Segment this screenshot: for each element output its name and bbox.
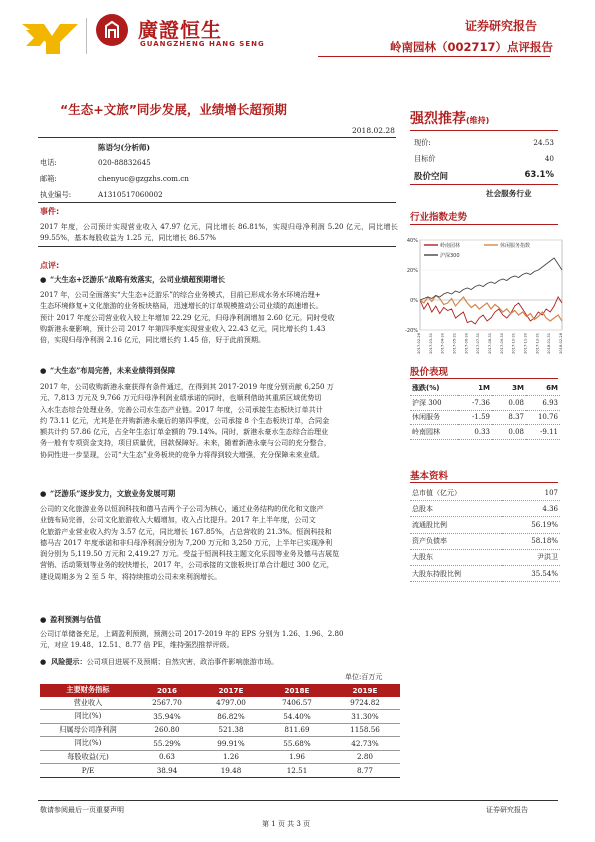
x-tick-label: 2018-02-28	[559, 333, 563, 354]
x-tick-label: 2017-08-31	[488, 333, 492, 354]
table-cell: 0.33	[458, 425, 492, 440]
basic-info-table	[410, 485, 560, 582]
table-row	[410, 533, 560, 549]
row-label: 休闲服务	[410, 410, 458, 425]
fin-header-cell: 主要财务指标	[40, 684, 136, 697]
table-cell: 9724.82	[350, 698, 380, 708]
table-cell: 1.26	[222, 752, 239, 762]
table-cell: 99.91%	[217, 738, 245, 748]
table-cell: 31.30%	[351, 711, 379, 721]
report-date: 2018.02.28	[352, 126, 395, 135]
legend-label: 休闲服务指数	[500, 242, 531, 249]
row-label: 岭南园林	[410, 425, 458, 440]
analyst-rule	[38, 202, 396, 203]
page-number: 第 1 页 共 3 页	[262, 820, 311, 828]
table-cell: 86.82%	[217, 711, 245, 721]
table-cell: 35.94%	[153, 711, 181, 721]
table-row	[410, 549, 560, 565]
bullet-heading-4: ● 盈利预测与估值	[40, 615, 102, 624]
fin-header-cell: 2017E	[198, 684, 264, 697]
x-tick-label: 2017-10-31	[511, 333, 516, 354]
row-label: 资产负债率	[410, 533, 502, 549]
table-cell: 0.63	[158, 752, 175, 762]
row-label: P/E	[81, 765, 95, 775]
perf-header-cell: 3M	[492, 381, 526, 395]
table-cell: 260.80	[154, 725, 180, 735]
table-cell: 2567.70	[152, 698, 182, 708]
table-cell: 4797.00	[216, 698, 246, 708]
perf-header-cell: 涨跌(%)	[410, 381, 458, 395]
row-label: 营业收入	[73, 697, 103, 707]
table-cell: 56.19%	[502, 517, 560, 533]
table-cell: 尹洪卫	[502, 549, 560, 565]
y-tick-label: 40%	[406, 238, 418, 244]
fin-header-cell: 2016	[136, 684, 198, 697]
table-row	[40, 737, 400, 751]
table-cell: 7406.57	[282, 698, 312, 708]
email-value[interactable]: chenyuc@gzgzhs.com.cn	[98, 174, 189, 183]
table-row	[40, 723, 400, 737]
risk-line: ● 风险提示：公司项目进展不及预期；自然灾害，政治事件影响旅游市场。	[40, 657, 279, 666]
table-row	[410, 485, 560, 501]
x-tick-label: 2018-01-31	[547, 333, 552, 354]
x-tick-label: 2017-02-28	[417, 333, 421, 354]
table-cell: 0.08	[492, 425, 526, 440]
table-cell: -7.36	[458, 395, 492, 410]
table-cell: 8.77	[356, 765, 373, 775]
disclaimer-note[interactable]: 敬请参阅最后一页重要声明	[40, 806, 124, 814]
rating-label: 强烈推荐(维持)	[410, 111, 490, 127]
y-tick-label: 20%	[406, 268, 418, 274]
series-line	[420, 258, 562, 300]
perf-header-cell: 1M	[458, 381, 492, 395]
company-logo-mark	[22, 20, 78, 56]
target-row: 目标价 40	[414, 154, 554, 163]
bullet-body-4: 公司订单储备充足，上调盈利预测，预测公司 2017-2019 年的 EPS 分别为 1.26、1.96、2.80 元，对应 19.48、12.51、8.77 倍 PE，维持强烈推荐评级。	[40, 629, 344, 650]
cert-label: 执业编号:	[40, 190, 72, 199]
basic-heading: 基本资料	[410, 471, 449, 482]
company-emblem-icon	[96, 14, 128, 46]
table-cell: 1.96	[288, 752, 305, 762]
table-cell: 107	[502, 485, 560, 501]
perf-header-row	[410, 381, 560, 395]
table-cell: 54.40%	[283, 711, 311, 721]
title-rule	[38, 137, 396, 138]
space-row: 股价空间 63.1%	[414, 170, 554, 182]
table-row	[410, 565, 560, 581]
table-cell: 6.93	[526, 395, 560, 410]
row-label: 总股本	[410, 501, 502, 517]
comment-heading: 点评:	[40, 261, 60, 270]
fin-table-unit: 单位:百万元	[345, 673, 383, 681]
x-tick-label: 2017-04-30	[440, 333, 445, 354]
row-label: 大股东	[410, 549, 502, 565]
table-row	[410, 501, 560, 517]
table-cell: -9.11	[526, 425, 560, 440]
table-cell: 55.29%	[153, 738, 181, 748]
table-cell: 58.18%	[502, 533, 560, 549]
y-tick-label: -20%	[405, 328, 418, 334]
x-tick-label: 2017-06-30	[464, 333, 469, 354]
space-rule	[410, 184, 558, 185]
table-row	[410, 410, 560, 425]
row-label: 沪深 300	[410, 395, 458, 410]
fin-header-cell: 2019E	[330, 684, 400, 697]
email-label: 邮箱:	[40, 174, 57, 183]
analyst-name: 陈语匀(分析师)	[98, 143, 151, 152]
table-row	[40, 697, 400, 710]
trend-heading: 行业指数走势	[410, 212, 468, 223]
performance-table	[410, 381, 560, 440]
x-tick-label: 2017-12-31	[535, 333, 540, 354]
bullet-body-1: 2017 年，公司全面落实“大生态+泛游乐”的综合业务模式，目前已形成水务水环境治理+ 生态环境修复+文化旅游的业务板块格局，迅速增长的订单规模推动公司业绩的高速增长。 预计 2017 年度公司营业收入较上年增加 22.29 亿元，归母净利润增加 2.60 亿元。同时受收 购新港永豪影响，预计公司 2017 年第四季度实现营业收入 22.43 亿元，同比增长约 1.43 倍，实现归母净利润 2.16 亿元，同比增长约 1.45 倍，好于此前预期。	[40, 290, 335, 345]
bullet-body-2: 2017 年，公司收购新港永豪获得有条件通过，在得到其 2017-2019 年度分别贡献 6,250 万 元、7,813 万元及 9,766 万元归母净利润业绩承诺的同时，也顺利借助其重质区域优势切 入水生态综合处理业务，完善公司水生态产业链。2017 年度，公司承接生态板块订单共计 约 73.11 亿元，尤其是在并购新港永豪后的第四季度，公司承接 8 个生态板块订单，合同金 额共计约 57.86 亿元，占全年生态订单金额的 79.14%。同时，新港永豪水生态综合治理业 务一般有专项资金支持，项目质量优，回款保障好。未来，随着新港永豪与公司的充分整合， 协同性进一步显现，公司“大生态”业务板块的竞争力将得到较大增强，充分保障未来业绩。	[40, 382, 334, 459]
footer-rule	[38, 800, 558, 801]
trend-rule	[410, 224, 558, 225]
table-cell: 12.51	[286, 765, 308, 775]
row-label: 同比(%)	[74, 711, 102, 721]
industry-trend-chart	[398, 232, 568, 360]
perf-rule	[410, 378, 558, 379]
event-heading: 事件:	[40, 207, 60, 216]
phone-label: 电话:	[40, 158, 57, 167]
basic-rule	[410, 482, 558, 483]
event-text: 2017 年度，公司预计实现营业收入 47.97 亿元，同比增长 86.81%，实现归母净利润 5.20 亿元，同比增长 99.55%，基本每股收益为 1.25 元，同比增长 86.57%	[40, 222, 398, 243]
x-tick-label: 2017-07-31	[476, 333, 481, 354]
table-row	[410, 517, 560, 533]
table-row	[40, 750, 400, 764]
row-label: 每股收益(元)	[67, 751, 109, 761]
row-label: 总市值（亿元）	[410, 485, 502, 501]
table-cell: 55.68%	[283, 738, 311, 748]
report-title: “生态+文旅”同步发展，业绩增长超预期	[60, 102, 287, 117]
table-cell: 0.08	[492, 395, 526, 410]
x-tick-label: 2017-05-31	[452, 333, 457, 354]
bullet-heading-3: ● “泛游乐”逐步发力，文旅业务发展可期	[40, 489, 176, 498]
row-label: 流通股比例	[410, 517, 502, 533]
rating-rule	[410, 130, 558, 131]
row-label: 归属母公司净利润	[59, 724, 117, 734]
x-tick-label: 2017-03-31	[428, 333, 433, 354]
table-row	[410, 425, 560, 440]
table-cell: -1.59	[458, 410, 492, 425]
footer-report-type: 证券研究报告	[486, 806, 528, 814]
bullet-body-3: 公司的文化旅游业务以恒润科技和德马吉两个子公司为核心，通过业务结构的优化和文旅产 业链布局完善，公司文化旅游收入大幅增加，收入占比提升。2017 年上半年度，公司文 化旅游产业营业收入约为 3.57 亿元，同比增长 167.85%，占总营收的 21.3%。恒润科技和 德马吉 2017 年度承诺和非归母净利润分别为 7,200 万元和 3,250 万元，上半年已实现净利 润分别为 5,119.50 万元和 2,419.27 万元。受益于恒润科技主题文化乐园等业务及德马吉展览 营销、活动策划等业务的较快增长，2017 年，公司承接的文旅板块订单合计超过 300 亿元， 建设周期多为 2 至 5 年，将持续推动公司未来利润增长。	[40, 504, 340, 581]
table-cell: 35.54%	[502, 565, 560, 581]
table-cell: 521.38	[218, 725, 244, 735]
table-cell: 1158.56	[350, 725, 380, 735]
table-cell: 811.69	[284, 725, 310, 735]
row-label: 同比(%)	[74, 738, 102, 748]
row-label: 大股东持股比例	[410, 565, 502, 581]
legend-label: 岭南园林	[440, 242, 461, 249]
industry-label: 社会服务行业	[486, 189, 532, 198]
report-type: 证券研究报告	[464, 19, 537, 33]
company-name-en: GUANGZHENG HANG SENG	[140, 40, 265, 48]
x-tick-label: 2017-09-30	[499, 333, 504, 354]
price-row: 现价: 24.53	[414, 138, 554, 147]
bullet-heading-1: ● “大生态+泛游乐”战略有效落实，公司业绩超预期增长	[40, 275, 226, 284]
cert-value: A1310517060002	[98, 190, 163, 199]
table-cell: 4.36	[502, 501, 560, 517]
table-cell: 42.73%	[351, 738, 379, 748]
table-row	[40, 710, 400, 724]
financial-table-header	[40, 684, 400, 697]
logo-divider	[86, 18, 87, 54]
table-cell: 2.80	[356, 752, 373, 762]
table-cell: 8.37	[492, 410, 526, 425]
company-name-cn: 廣證恒生	[138, 18, 222, 42]
financial-table	[40, 684, 400, 778]
x-tick-label: 2017-11-30	[523, 333, 528, 354]
perf-heading: 股价表现	[410, 367, 449, 378]
fin-header-cell: 2018E	[264, 684, 330, 697]
report-subtitle: 岭南园林（002717）点评报告	[389, 40, 553, 54]
bullet-heading-2: ● “大生态”布局完善，未来业绩得到保障	[40, 366, 176, 375]
table-cell: 38.94	[156, 765, 178, 775]
y-tick-label: 0%	[410, 298, 418, 304]
legend-label: 沪深300	[440, 252, 460, 259]
header-rule	[318, 56, 550, 57]
table-row	[40, 764, 400, 778]
event-rule	[38, 246, 396, 247]
perf-header-cell: 6M	[526, 381, 560, 395]
table-cell: 10.76	[526, 410, 560, 425]
phone-value: 020-88832645	[98, 158, 151, 167]
table-row	[410, 395, 560, 410]
table-cell: 19.48	[220, 765, 242, 775]
